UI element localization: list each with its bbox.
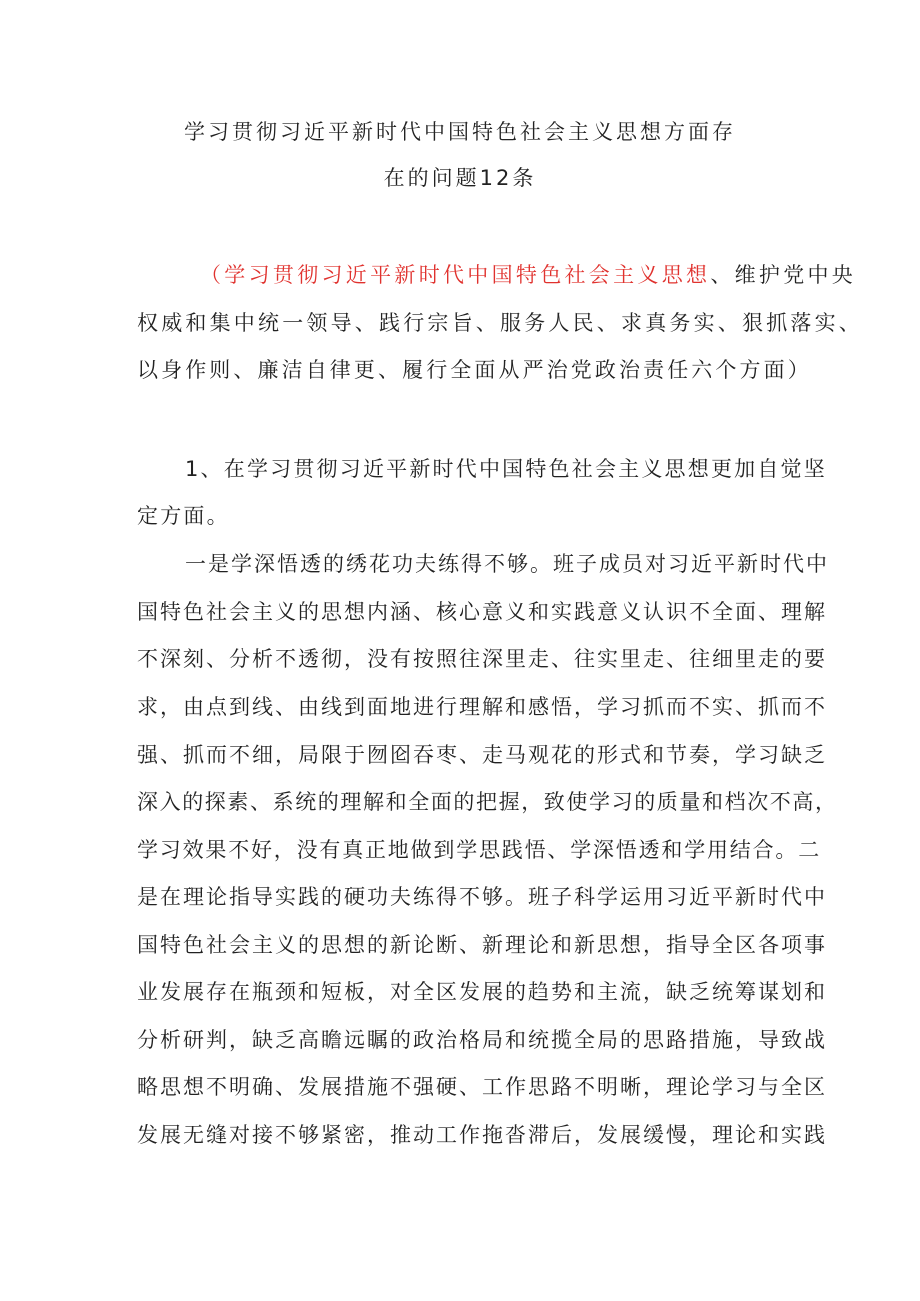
subtitle-line-3: 以身作则、廉洁自律更、履行全面从严治党政治责任六个方面） [137, 358, 812, 382]
section-1-heading-line-1: 1、在学习贯彻习近平新时代中国特色社会主义思想更加自觉坚 [185, 457, 827, 481]
document-title-line-1: 学习贯彻习近平新时代中国特色社会主义思想方面存 [184, 120, 736, 144]
body-line: 发展无缝对接不够紧密，推动工作拖沓滞后，发展缓慢，理论和实践 [137, 1123, 827, 1147]
subtitle-line-1-rest: 、维护党中央 [710, 263, 857, 287]
subtitle-line-2: 权威和集中统一领导、践行宗旨、服务人民、求真务实、狠抓落实、 [137, 311, 863, 335]
body-line: 学习效果不好，没有真正地做到学思践悟、学深悟透和学用结合。二 [137, 838, 821, 862]
body-line: 略思想不明确、发展措施不强硬、工作思路不明晰，理论学习与全区 [137, 1075, 827, 1099]
body-line: 国特色社会主义的思想内涵、核心意义和实践意义认识不全面、理解 [137, 600, 827, 624]
document-title-line-2: 在的问题12条 [383, 166, 537, 190]
body-line: 国特色社会主义的思想的新论断、新理论和新思想，指导全区各项事 [137, 933, 827, 957]
body-line: 一是学深悟透的绣花功夫练得不够。班子成员对习近平新时代中 [185, 552, 829, 576]
body-line: 业发展存在瓶颈和短板，对全区发展的趋势和主流，缺乏统筹谋划和 [137, 980, 827, 1004]
subtitle-red-text: （学习贯彻习近平新时代中国特色社会主义思想 [200, 263, 711, 287]
body-line: 强、抓而不细，局限于囫囵吞枣、走马观花的形式和节奏，学习缺乏 [137, 743, 827, 767]
body-line: 分析研判，缺乏高瞻远瞩的政治格局和统揽全局的思路措施，导致战 [137, 1028, 827, 1052]
body-line: 深入的探素、系统的理解和全面的把握，致使学习的质量和档次不高， [137, 790, 838, 814]
body-line: 是在理论指导实践的硬功夫练得不够。班子科学运用习近平新时代中 [137, 885, 827, 909]
subtitle-line-1 [200, 262, 856, 288]
section-1-heading-line-2: 定方面。 [137, 504, 230, 528]
body-line: 不深刻、分析不透彻，没有按照往深里走、往实里走、往细里走的要 [137, 647, 827, 671]
body-line: 求，由点到线、由线到面地进行理解和感悟，学习抓而不实、抓而不 [137, 695, 827, 719]
